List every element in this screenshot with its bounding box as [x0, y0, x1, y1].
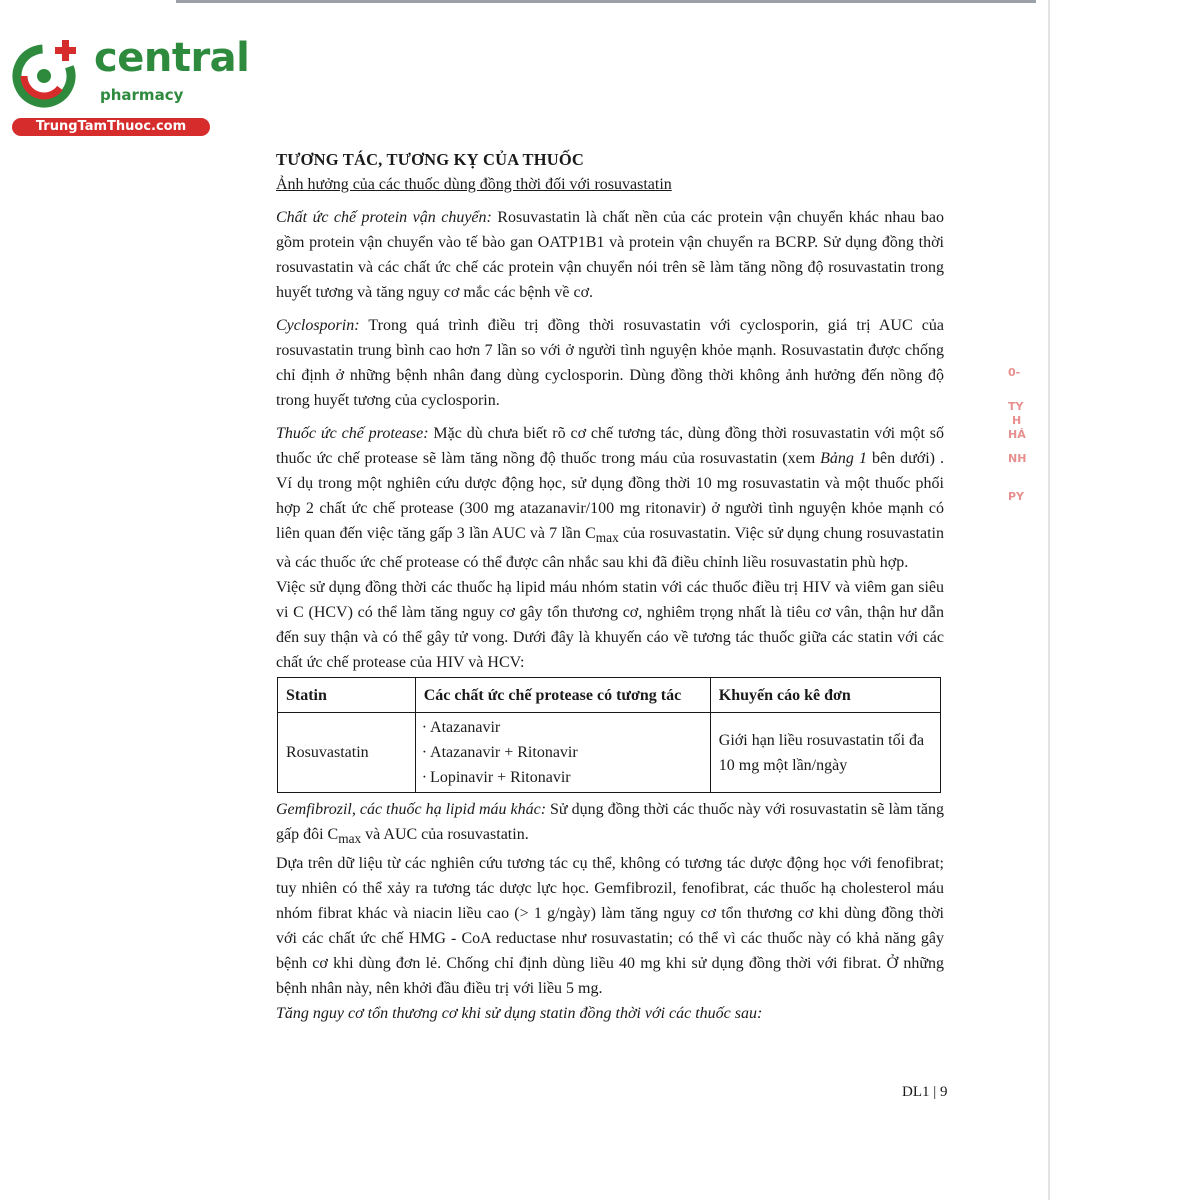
paragraph-lead: Thuốc ức chế protease: — [276, 425, 429, 442]
table-header-recommendation: Khuyến cáo kê đơn — [710, 678, 940, 713]
paragraph-transport-inhibitors — [276, 205, 944, 305]
table-header-row — [278, 678, 941, 713]
stamp-text: PY — [1008, 490, 1025, 503]
bullet-marker: · — [421, 769, 428, 787]
paragraph-lead: Chất ức chế protein vận chuyển: — [276, 209, 492, 226]
red-stamp — [1004, 366, 1032, 516]
top-scan-edge — [176, 0, 1036, 3]
page-number: DL1 | 9 — [902, 1084, 948, 1100]
paragraph-cyclosporin — [276, 313, 944, 413]
paragraph-gemfibrozil — [276, 797, 944, 851]
bullet-marker: · — [421, 744, 428, 762]
logo-subtitle: pharmacy — [100, 86, 184, 104]
stamp-text: 0- — [1008, 366, 1021, 379]
subscript-max: max — [338, 831, 362, 847]
stamp-text: H — [1012, 414, 1022, 427]
paragraph-text: . Ví dụ trong một nghiên cứu dược động học, sử dụng đồng thời 10 mg rosuvastatin và một thuốc phối hợp 2 chất ức chế protease (300 mg atazanavir/100 mg ritonavir) ở người tình nguyện khỏe mạnh có liên quan đến việc tăng gấp 3 lần AUC và 7 lần C — [276, 450, 945, 542]
table-cell-recommendation: Giới hạn liều rosuvastatin tối đa 10 mg một lần/ngày — [710, 713, 940, 793]
table-reference-close: bên dưới) — [866, 450, 935, 467]
logo-url-badge[interactable]: TrungTamThuoc.com — [12, 118, 210, 136]
logo-wordmark: central — [94, 35, 250, 81]
section-subheading: Ảnh hưởng của các thuốc dùng đồng thời đối với rosuvastatin — [276, 176, 672, 193]
paragraph-text: Trong quá trình điều trị đồng thời rosuvastatin với cyclosporin, giá trị AUC của rosuvastatin trung bình cao hơn 7 lần so với ở người tình nguyện khỏe mạnh. Rosuvastatin được chống chỉ định ở những bệnh nhân đang dùng cyclosporin. Dùng đồng thời không ảnh hưởng đến nồng độ trong huyết tương của cyclosporin. — [276, 317, 944, 409]
table-reference: Bảng 1 — [820, 450, 867, 467]
central-pharmacy-logo[interactable] — [10, 35, 250, 136]
stamp-text: TY — [1008, 400, 1024, 413]
right-scan-edge — [1048, 0, 1050, 1200]
stamp-text: NH — [1008, 452, 1027, 465]
interaction-table — [277, 677, 941, 793]
table-header-statin: Statin — [278, 678, 416, 713]
list-item — [422, 740, 702, 765]
list-item — [422, 715, 702, 740]
list-item-text: Lopinavir + Ritonavir — [430, 769, 571, 787]
table-cell-inhibitors — [415, 713, 710, 793]
paragraph-text: và AUC của rosuvastatin. — [361, 826, 529, 844]
stamp-text: HÁ — [1008, 428, 1026, 441]
section-heading: TƯƠNG TÁC, TƯƠNG KỴ CỦA THUỐC — [276, 150, 585, 169]
paragraph-muscle-risk: Tăng nguy cơ tổn thương cơ khi sử dụng statin đồng thời với các thuốc sau: — [276, 1005, 763, 1023]
table-row — [278, 713, 941, 793]
paragraph-lead: Gemfibrozil, các thuốc hạ lipid máu khác: — [276, 801, 547, 819]
paragraph-text: của rosuvastatin. Việc sử dụng chung rosuvastatin và các thuốc ức chế protease có thể được cân nhắc sau khi đã điều chỉnh liều rosuvastatin phù hợp. — [276, 525, 944, 572]
subscript-max: max — [595, 530, 619, 546]
paragraph-hiv-hcv: Việc sử dụng đồng thời các thuốc hạ lipid máu nhóm statin với các thuốc điều trị HIV và viêm gan siêu vi C (HCV) có thể làm tăng nguy cơ gây tổn thương cơ, nghiêm trọng nhất là tiêu cơ vân, thận hư dẫn đến suy thận và có thể gây tử vong. Dưới đây là khuyến cáo về tương tác thuốc giữa các statin với các chất ức chế protease của HIV và HCV: — [276, 579, 944, 672]
paragraph-text: Mặc dù chưa biết rõ cơ chế tương tác, dùng đồng thời rosuvastatin với một số thuốc ức chế protease sẽ làm tăng nồng độ thuốc trong máu của rosuvastatin — [276, 425, 945, 467]
bullet-marker: · — [421, 719, 428, 737]
paragraph-fibrates: Dựa trên dữ liệu từ các nghiên cứu tương tác cụ thể, không có tương tác dược động học với fenofibrat; tuy nhiên có thể xảy ra tương tác dược lực học. Gemfibrozil, fenofibrat, các thuốc hạ cholesterol máu nhóm fibrat khác và niacin liều cao (> 1 g/ngày) làm tăng nguy cơ tổn thương cơ khi dùng đồng thời với các chất ức chế HMG - CoA reductase như rosuvastatin; có thể vì các thuốc này có khả năng gây bệnh cơ khi dùng đơn lẻ. Chống chỉ định dùng liều 40 mg khi sử dụng đồng thời với fibrat. Ở những bệnh nhân này, nên khởi đầu điều trị với liều 5 mg. — [276, 855, 944, 998]
list-item-text: Atazanavir — [430, 719, 501, 737]
list-item-text: Atazanavir + Ritonavir — [430, 744, 578, 762]
list-item — [422, 765, 702, 790]
paragraph-text: Sử dụng đồng thời các thuốc này với rosuvastatin sẽ làm tăng gấp đôi C — [276, 801, 944, 844]
document-page — [276, 147, 944, 1026]
paragraph-protease-inhibitors — [276, 421, 944, 575]
table-reference-open: (xem — [782, 450, 821, 467]
pharmacy-cross-logo-icon — [10, 36, 86, 112]
table-cell-statin: Rosuvastatin — [278, 713, 416, 793]
table-header-inhibitors: Các chất ức chế protease có tương tác — [415, 678, 710, 713]
paragraph-text: Rosuvastatin là chất nền của các protein vận chuyển khác nhau bao gồm protein vận chuyển vào tế bào gan OATP1B1 và protein vận chuyển ra BCRP. Sử dụng đồng thời rosuvastatin và các chất ức chế các protein vận chuyển nói trên sẽ làm tăng nồng độ rosuvastatin trong huyết tương và tăng nguy cơ mắc các bệnh về cơ. — [276, 209, 944, 301]
paragraph-lead: Cyclosporin: — [276, 317, 360, 334]
